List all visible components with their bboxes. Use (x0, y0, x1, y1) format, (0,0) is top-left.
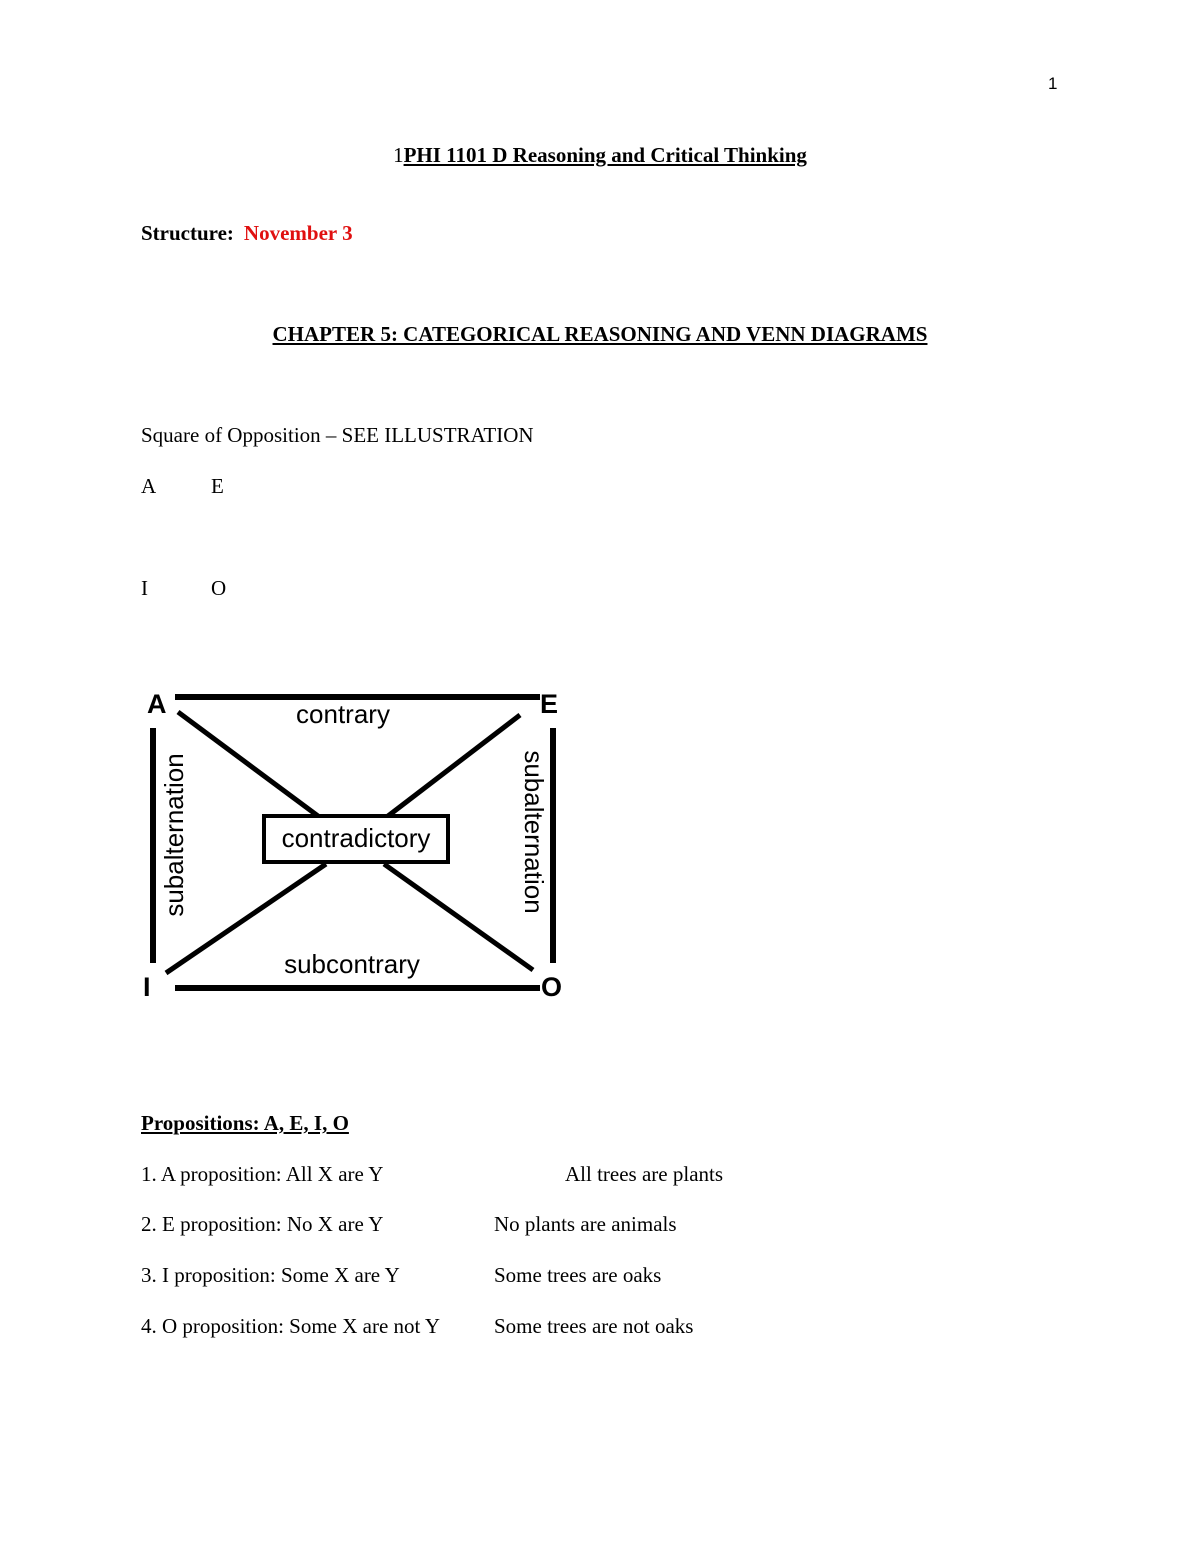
square-intro: Square of Opposition – SEE ILLUSTRATION (141, 423, 534, 447)
letter-e: E (211, 474, 224, 498)
diagonal-e-center (388, 715, 520, 816)
proposition-example-a: All trees are plants (565, 1162, 724, 1186)
letter-a: A (141, 474, 157, 498)
proposition-example-i: Some trees are oaks (494, 1263, 662, 1287)
square-of-opposition-diagram (130, 680, 580, 1010)
proposition-form-o: 4. O proposition: Some X are not Y (141, 1314, 441, 1338)
right-subalternation-label: subalternation (519, 750, 549, 914)
corner-i: I (143, 972, 151, 1002)
left-subalternation-label: subalternation (159, 753, 189, 917)
course-title-prefix: 1 (393, 143, 404, 167)
letter-i: I (141, 576, 148, 600)
structure-date: November 3 (243, 221, 353, 245)
structure-line (141, 221, 353, 246)
course-title-text: PHI 1101 D Reasoning and Critical Thinking (403, 143, 807, 167)
subcontrary-label: subcontrary (284, 949, 420, 979)
contradictory-label: contradictory (281, 823, 431, 853)
proposition-example-o: Some trees are not oaks (494, 1314, 694, 1338)
course-title (0, 143, 1200, 168)
proposition-example-e: No plants are animals (494, 1212, 677, 1236)
contrary-label: contrary (296, 699, 390, 729)
proposition-form-a: 1. A proposition: All X are Y (141, 1162, 384, 1186)
chapter-heading: CHAPTER 5: CATEGORICAL REASONING AND VENN DIAGRAMS (272, 322, 928, 346)
letter-o: O (211, 576, 227, 600)
page-number: 1 (1048, 74, 1058, 93)
corner-o: O (541, 972, 563, 1002)
proposition-form-e: 2. E proposition: No X are Y (141, 1212, 384, 1236)
proposition-form-i: 3. I proposition: Some X are Y (141, 1263, 400, 1287)
structure-label: Structure: (141, 221, 234, 245)
propositions-heading: Propositions: A, E, I, O (141, 1111, 349, 1135)
corner-a: A (147, 689, 167, 719)
corner-e: E (540, 689, 559, 719)
